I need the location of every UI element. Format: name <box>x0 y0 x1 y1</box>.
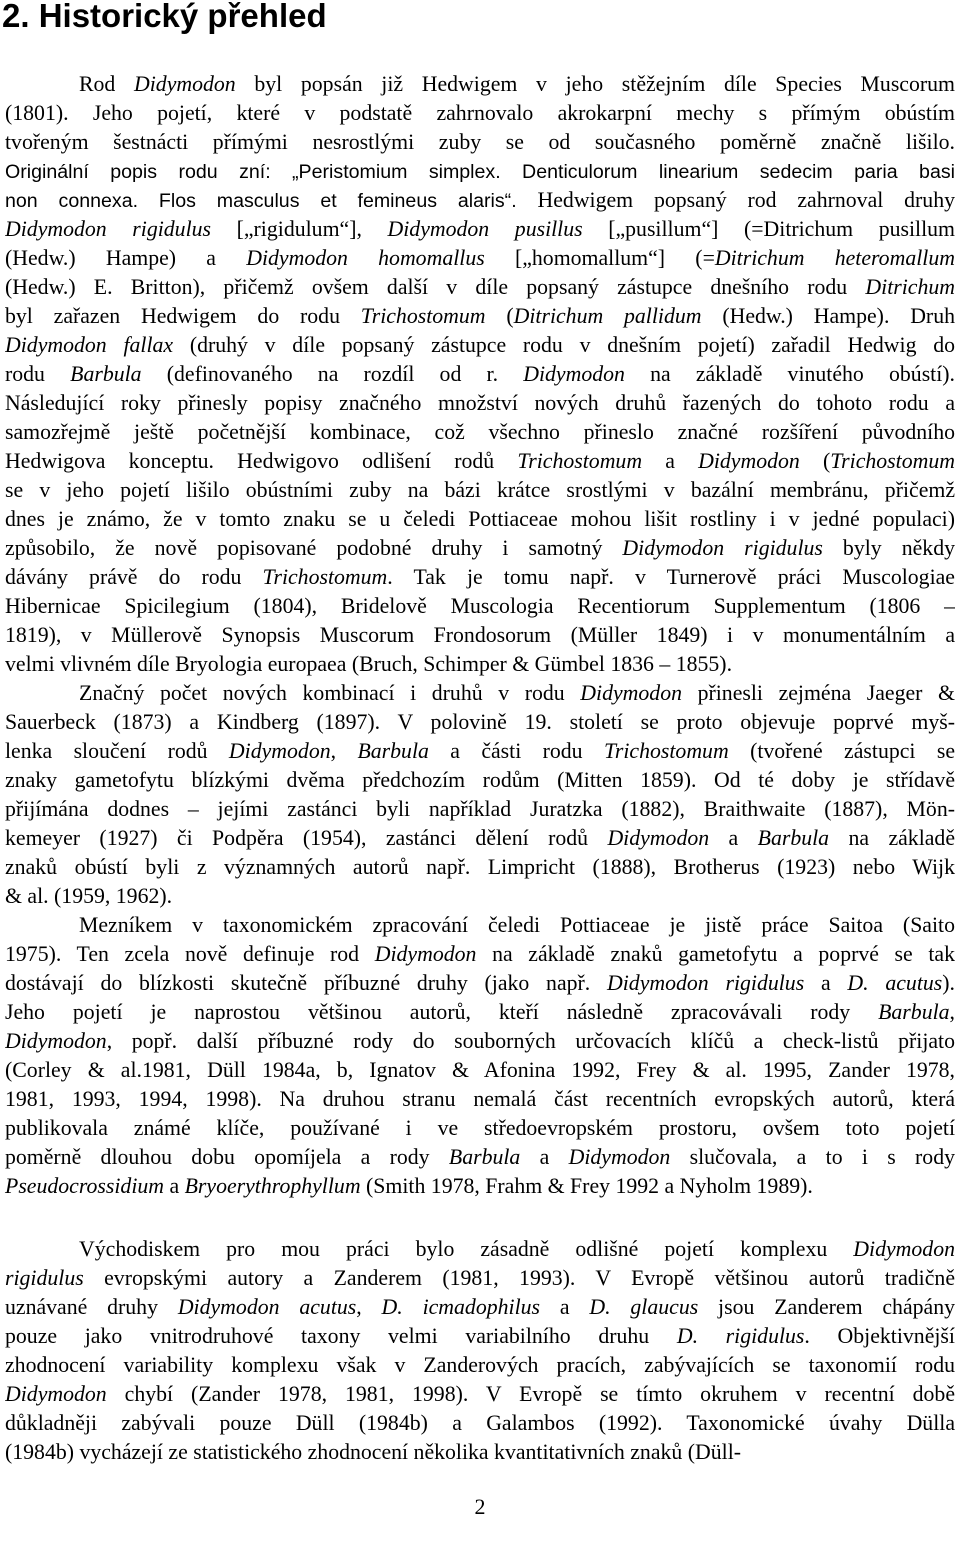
text-line <box>5 1056 955 1085</box>
text-segment: a <box>709 826 758 850</box>
text-segment: přijímána dodnes – jejími zastánci byli například Juratzka (1882), Braithwaite (1887), Mön- <box>5 797 955 821</box>
taxon-name: Didymodon <box>853 1237 955 1261</box>
text-line <box>5 969 955 998</box>
text-line <box>5 389 955 418</box>
taxon-name: D. glaucus <box>589 1295 699 1319</box>
text-line <box>5 766 955 795</box>
text-line <box>5 1293 955 1322</box>
text-segment: 1975). Ten zcela nově definuje rod <box>5 942 375 966</box>
text-segment: Sauerbeck (1873) a Kindberg (1897). V polovině 19. století se proto objevuje poprvé myš- <box>5 710 955 734</box>
text-segment: přinesli zejména Jaeger & <box>682 681 955 705</box>
taxon-name: rigidulus <box>5 1266 84 1290</box>
text-line <box>5 1172 955 1201</box>
taxon-name: Trichostomum <box>830 449 955 473</box>
text-segment: znaky gametofytu blízkými dvěma předchozím rodům (Mitten 1859). Od té doby je střídavě <box>5 768 955 792</box>
text-line <box>5 853 955 882</box>
text-line <box>5 302 955 331</box>
text-line <box>5 244 955 273</box>
taxon-name: Didymodon <box>374 942 477 966</box>
text-segment: a části rodu <box>428 739 604 763</box>
text-segment: Hibernicae Spicilegium (1804), Bridelově Muscologia Recentiorum Supplementum (1806 – <box>5 594 955 618</box>
text-line <box>5 1085 955 1114</box>
text-segment: znaků obústí byli z významných autorů např. Limpricht (1888), Brotherus (1923) nebo Wijk <box>5 855 955 879</box>
text-segment: (Hedw.) Hampe) a <box>5 246 247 270</box>
text-segment: (1984b) vycházejí ze statistického zhodnocení několika kvantitativních znaků (Düll- <box>5 1440 742 1464</box>
taxon-name: Ditrichum pallidum <box>513 304 702 328</box>
text-line <box>5 1264 955 1293</box>
text-segment: se v jeho pojetí lišilo obústními zuby na bázi krátce srostlými v bazální membránu, přičemž <box>5 478 955 502</box>
text-segment: (Corley & al.1981, Düll 1984a, b, Ignatov & Afonina 1992, Frey & al. 1995, Zander 1978, <box>5 1058 955 1082</box>
text-segment: [„pusillum“] (= <box>582 217 764 241</box>
text-segment: ). <box>942 971 955 995</box>
page-number: 2 <box>474 1494 486 1519</box>
text-segment: & al. (1959, 1962). <box>5 884 173 908</box>
text-segment: zhodnocení variability komplexu však v Zanderových pracích, zabývajících se taxonomií rodu <box>5 1353 955 1377</box>
text-segment: pouze jako vnitrodruhové taxony velmi variabilního druhu <box>5 1324 677 1348</box>
taxon-name: Didymodon rigidulus <box>607 971 805 995</box>
text-line <box>5 1351 955 1380</box>
text-segment: kemeyer (1927) či Podpěra (1954), zastánci dělení rodů <box>5 826 608 850</box>
text-line <box>5 447 955 476</box>
text-segment: . Objektivnější <box>804 1324 955 1348</box>
taxon-name: D. rigidulus <box>676 1324 805 1348</box>
taxon-name: Barbula <box>757 826 830 850</box>
taxon-name: Ditrichum <box>865 275 955 299</box>
taxon-name: D. acutus <box>847 971 943 995</box>
text-segment: [„homomallum“] (= <box>484 246 715 270</box>
text-segment: Východiskem pro mou práci bylo zásadně odlišné pojetí komplexu <box>79 1237 854 1261</box>
text-segment: , <box>330 739 358 763</box>
text-segment: ( <box>799 449 831 473</box>
text-segment: 1981, 1993, 1994, 1998). Na druhou stranu nemalá část recentních evropských autorů, která <box>5 1087 955 1111</box>
text-segment: Značný počet nových kombinací i druhů v rodu <box>79 681 581 705</box>
text-line <box>5 186 955 215</box>
text-segment: na základě znaků gametofytu a poprvé se tak <box>476 942 955 966</box>
taxon-name: Barbula <box>70 362 142 386</box>
text-segment: (tvořené zástupci se <box>728 739 955 763</box>
text-line <box>5 418 955 447</box>
taxon-name: Didymodon acutus <box>177 1295 357 1319</box>
history-text-block <box>5 70 955 1201</box>
text-segment: Následující roky přinesly popisy značného množství nových druhů řazených do tohoto rodu a <box>5 391 955 415</box>
text-segment: (druhý v díle popsaný zástupce rodu v dnešním pojetí) zařadil Hedwig do <box>173 333 955 357</box>
text-segment: byl zařazen Hedwigem do rodu <box>5 304 361 328</box>
text-line <box>5 1114 955 1143</box>
text-line <box>5 1235 955 1264</box>
text-segment: Ditrichum pusillum <box>763 217 955 241</box>
text-line <box>5 476 955 505</box>
text-segment: evropskými autory a Zanderem (1981, 1993). V Evropě většinou autorů tradičně <box>83 1266 955 1290</box>
text-line <box>5 128 955 157</box>
text-segment: Hedwigova konceptu. Hedwigovo odlišení rodů <box>5 449 518 473</box>
text-segment: 1819), v Müllerově Synopsis Muscorum Frondosorum (Müller 1849) i v monumentálním a <box>5 623 955 647</box>
text-segment: tvořeným šestnácti přímými nesrostlými zuby se od současného poměrně značně lišilo. <box>5 130 955 154</box>
text-segment: Jeho pojetí je naprostou většinou autorů, kteří následně zpracovávali rody <box>5 1000 879 1024</box>
text-segment: chybí (Zander 1978, 1981, 1998). V Evropě se tímto okruhem v recentní době <box>106 1382 955 1406</box>
text-line <box>5 1438 955 1467</box>
section-heading: 2. Historický přehled <box>2 0 327 34</box>
taxon-name: Didymodon <box>580 681 682 705</box>
text-segment: důkladněji zabývali pouze Düll (1984b) a Galambos (1992). Taxonomické úvahy Dülla <box>5 1411 955 1435</box>
taxon-name: Didymodon pusillus <box>387 217 583 241</box>
text-line <box>5 360 955 389</box>
text-segment: dostávají do blízkosti skutečně příbuzné druhy (jako např. <box>5 971 607 995</box>
text-segment: Rod <box>79 72 134 96</box>
text-segment: Originální popis rodu zní: „Peristomium simplex. Denticulorum linearium sedecim paria basi <box>5 161 955 183</box>
text-segment: (Hedw.) E. Britton), přičemž ovšem další v díle popsaný zástupce dnešního rodu <box>5 275 866 299</box>
thesis-basis-text-block <box>5 1235 955 1467</box>
taxon-name: Trichostomum <box>603 739 729 763</box>
taxon-name: Didymodon rigidulus <box>5 217 212 241</box>
text-segment: non connexa. Flos masculus et femineus alaris“. <box>5 190 517 212</box>
text-segment: (Smith 1978, Frahm & Frey 1992 a Nyholm 1989). <box>360 1174 813 1198</box>
taxon-name: Didymodon <box>5 1029 107 1053</box>
taxon-name: Ditrichum heteromallum <box>714 246 955 270</box>
taxon-name: Didymodon <box>228 739 331 763</box>
text-line <box>5 998 955 1027</box>
text-line <box>5 650 955 679</box>
taxon-name: Didymodon fallax <box>5 333 174 357</box>
text-segment: , popř. další příbuzné rody do souborných určovacích klíčů a check-listů přijato <box>106 1029 955 1053</box>
text-segment: . Tak je tomu např. v Turnerově práci Muscologiae <box>387 565 955 589</box>
text-line <box>5 940 955 969</box>
text-line <box>5 592 955 621</box>
text-line <box>5 1380 955 1409</box>
text-segment: poměrně dlouhou dobu opomíjela a rody <box>5 1145 449 1169</box>
text-segment: jsou Zanderem chápány <box>698 1295 955 1319</box>
text-segment: dnes je známo, že v tomto znaku se u čeledi Pottiaceae mohou lišit rostliny i v jedné populaci) <box>5 507 955 531</box>
text-line <box>5 215 955 244</box>
taxon-name: Didymodon <box>698 449 800 473</box>
text-line <box>5 331 955 360</box>
text-segment: na základě <box>829 826 955 850</box>
text-segment: slučovala, a to i s rody <box>670 1145 955 1169</box>
text-segment: a <box>520 1145 569 1169</box>
text-line <box>5 882 955 911</box>
taxon-name: Bryoerythrophyllum <box>184 1174 361 1198</box>
text-segment: a <box>540 1295 590 1319</box>
text-segment: dávány právě do rodu <box>5 565 263 589</box>
text-segment: velmi vlivném díle Bryologia europaea (Bruch, Schimper & Gümbel 1836 – 1855). <box>5 652 733 676</box>
text-line <box>5 1322 955 1351</box>
taxon-name: Trichostomum <box>360 304 486 328</box>
taxon-name: Trichostomum <box>262 565 388 589</box>
text-segment: , <box>356 1295 382 1319</box>
taxon-name: Didymodon <box>568 1145 671 1169</box>
text-segment: publikovala známé klíče, používané i ve středoevropském prostoru, ovšem toto pojetí <box>5 1116 955 1140</box>
text-segment: na základě vinutého obústí). <box>624 362 955 386</box>
taxon-name: Barbula <box>878 1000 950 1024</box>
text-segment: (definovaného na rozdíl od r. <box>141 362 524 386</box>
text-line <box>5 99 955 128</box>
text-segment: rodu <box>5 362 71 386</box>
text-segment: , <box>949 1000 955 1024</box>
taxon-name: Didymodon <box>607 826 710 850</box>
text-segment: [„rigidulum“], <box>211 217 388 241</box>
text-segment: samozřejmě ještě početnější kombinace, což všechno přineslo značné rozšíření původního <box>5 420 955 444</box>
text-line <box>5 273 955 302</box>
text-line <box>5 679 955 708</box>
text-line <box>5 534 955 563</box>
taxon-name: Barbula <box>448 1145 521 1169</box>
text-segment: Hedwigem popsaný rod zahrnoval druhy <box>516 188 955 212</box>
text-line <box>5 1409 955 1438</box>
taxon-name: Pseudocrossidium <box>5 1174 165 1198</box>
text-segment: způsobilo, že nově popisované podobné druhy i samotný <box>5 536 623 560</box>
text-line <box>5 1027 955 1056</box>
text-line <box>5 795 955 824</box>
text-segment: uznávané druhy <box>5 1295 178 1319</box>
text-line <box>5 824 955 853</box>
text-segment: lenka sloučení rodů <box>5 739 229 763</box>
text-segment: (1801). Jeho pojetí, které v podstatě zahrnovalo akrokarpní mechy s přímým obústím <box>5 101 955 125</box>
text-line <box>5 70 955 99</box>
text-line <box>5 621 955 650</box>
text-line <box>5 157 955 186</box>
text-segment: (Hedw.) Hampe). Druh <box>701 304 955 328</box>
text-segment: a <box>164 1174 185 1198</box>
taxon-name: Barbula <box>357 739 429 763</box>
text-line <box>5 708 955 737</box>
taxon-name: Didymodon homomallus <box>246 246 485 270</box>
taxon-name: D. icmadophilus <box>381 1295 541 1319</box>
text-segment: a <box>804 971 848 995</box>
text-line <box>5 737 955 766</box>
text-line <box>5 505 955 534</box>
text-segment: byl popsán již Hedwigem v jeho stěžejním díle Species Muscorum <box>235 72 955 96</box>
taxon-name: Didymodon <box>523 362 625 386</box>
text-segment: a <box>642 449 699 473</box>
taxon-name: Didymodon <box>134 72 236 96</box>
text-segment: Mezníkem v taxonomickém zpracování čeledi Pottiaceae je jistě práce Saitoa (Saito <box>79 913 955 937</box>
text-line <box>5 911 955 940</box>
taxon-name: Didymodon <box>5 1382 107 1406</box>
text-line <box>5 1143 955 1172</box>
taxon-name: Didymodon rigidulus <box>622 536 823 560</box>
text-segment: ( <box>485 304 514 328</box>
text-line <box>5 563 955 592</box>
text-segment: byly někdy <box>822 536 955 560</box>
taxon-name: Trichostomum <box>517 449 643 473</box>
